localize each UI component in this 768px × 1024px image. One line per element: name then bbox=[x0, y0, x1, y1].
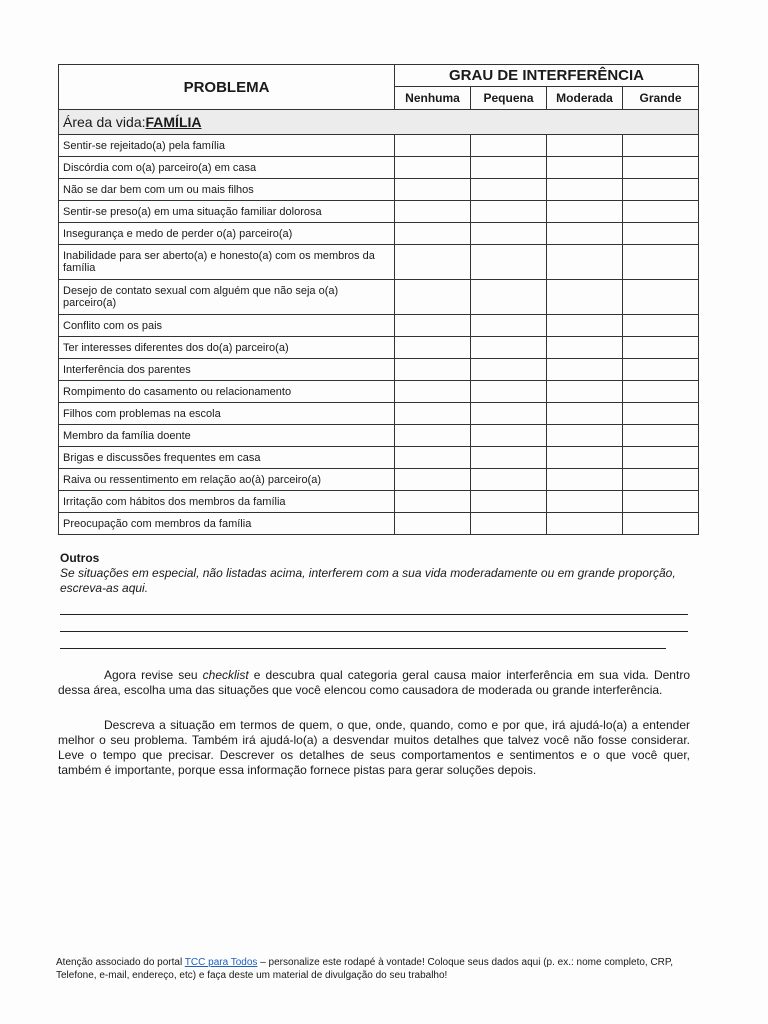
problem-item-label: Raiva ou ressentimento em relação ao(à) parceiro(a) bbox=[59, 469, 395, 491]
rating-cell-nenhuma[interactable] bbox=[395, 381, 471, 403]
footer-note: Atenção associado do portal TCC para Todos – personalize este rodapé à vontade! Coloque seus dados aqui (p. ex.: nome completo, CRP, Telefone, e-mail, endereço, etc) e faça deste um material de divulgação do seu trabalho! bbox=[56, 957, 674, 981]
rating-cell-moderada[interactable] bbox=[547, 491, 623, 513]
rating-cell-moderada[interactable] bbox=[547, 157, 623, 179]
rating-cell-moderada[interactable] bbox=[547, 223, 623, 245]
checklist-row bbox=[59, 245, 699, 280]
rating-cell-moderada[interactable] bbox=[547, 425, 623, 447]
rating-cell-grande[interactable] bbox=[623, 337, 699, 359]
checklist-row bbox=[59, 135, 699, 157]
rating-cell-pequena[interactable] bbox=[471, 447, 547, 469]
rating-cell-pequena[interactable] bbox=[471, 157, 547, 179]
rating-cell-moderada[interactable] bbox=[547, 469, 623, 491]
rating-cell-pequena[interactable] bbox=[471, 280, 547, 315]
rating-cell-moderada[interactable] bbox=[547, 135, 623, 157]
describe-paragraph: Descreva a situação em termos de quem, o que, onde, quando, como e por que, irá ajudá-lo(a) a entender melhor o seu problema. Também irá ajudá-lo(a) a desvendar muitos detalhes que talvez você não fosse considerar. Leve o tempo que precisar. Descrever os detalhes de seus comportamentos e sentimentos e o que você quer, também é importante, porque essa informação fornece pistas para gerar soluções depois. bbox=[58, 718, 690, 777]
problem-item-label: Inabilidade para ser aberto(a) e honesto(a) com os membros da família bbox=[59, 245, 395, 280]
rating-cell-grande[interactable] bbox=[623, 381, 699, 403]
checklist-row bbox=[59, 315, 699, 337]
checklist-row bbox=[59, 223, 699, 245]
rating-cell-nenhuma[interactable] bbox=[395, 403, 471, 425]
problem-item-label: Preocupação com membros da família bbox=[59, 513, 395, 535]
write-in-line[interactable] bbox=[60, 648, 666, 649]
checklist-emphasis: checklist bbox=[202, 668, 249, 682]
rating-cell-pequena[interactable] bbox=[471, 223, 547, 245]
problem-item-label: Filhos com problemas na escola bbox=[59, 403, 395, 425]
rating-cell-grande[interactable] bbox=[623, 469, 699, 491]
rating-cell-nenhuma[interactable] bbox=[395, 337, 471, 359]
rating-cell-pequena[interactable] bbox=[471, 337, 547, 359]
rating-cell-pequena[interactable] bbox=[471, 403, 547, 425]
rating-cell-nenhuma[interactable] bbox=[395, 359, 471, 381]
rating-cell-grande[interactable] bbox=[623, 135, 699, 157]
life-area-name: FAMÍLIA bbox=[145, 114, 202, 130]
write-in-line[interactable] bbox=[60, 631, 688, 632]
checklist-row bbox=[59, 359, 699, 381]
rating-cell-pequena[interactable] bbox=[471, 179, 547, 201]
rating-cell-grande[interactable] bbox=[623, 403, 699, 425]
rating-cell-nenhuma[interactable] bbox=[395, 315, 471, 337]
rating-cell-moderada[interactable] bbox=[547, 201, 623, 223]
rating-cell-moderada[interactable] bbox=[547, 359, 623, 381]
checklist-row bbox=[59, 337, 699, 359]
checklist-row bbox=[59, 491, 699, 513]
rating-cell-moderada[interactable] bbox=[547, 447, 623, 469]
rating-cell-nenhuma[interactable] bbox=[395, 469, 471, 491]
problem-item-label: Interferência dos parentes bbox=[59, 359, 395, 381]
rating-cell-nenhuma[interactable] bbox=[395, 179, 471, 201]
write-in-line[interactable] bbox=[60, 614, 688, 615]
checklist-row bbox=[59, 157, 699, 179]
rating-cell-moderada[interactable] bbox=[547, 315, 623, 337]
problem-item-label: Não se dar bem com um ou mais filhos bbox=[59, 179, 395, 201]
rating-cell-grande[interactable] bbox=[623, 513, 699, 535]
rating-cell-grande[interactable] bbox=[623, 491, 699, 513]
rating-cell-nenhuma[interactable] bbox=[395, 447, 471, 469]
rating-cell-nenhuma[interactable] bbox=[395, 245, 471, 280]
rating-cell-moderada[interactable] bbox=[547, 337, 623, 359]
rating-cell-pequena[interactable] bbox=[471, 135, 547, 157]
rating-cell-moderada[interactable] bbox=[547, 245, 623, 280]
rating-cell-pequena[interactable] bbox=[471, 315, 547, 337]
tcc-para-todos-link[interactable]: TCC para Todos bbox=[184, 957, 258, 968]
rating-cell-pequena[interactable] bbox=[471, 201, 547, 223]
level-header-grande: Grande bbox=[623, 87, 699, 110]
checklist-row bbox=[59, 403, 699, 425]
problem-item-label: Desejo de contato sexual com alguém que não seja o(a) parceiro(a) bbox=[59, 280, 395, 315]
interference-degree-header: GRAU DE INTERFERÊNCIA bbox=[395, 65, 699, 87]
rating-cell-pequena[interactable] bbox=[471, 425, 547, 447]
rating-cell-nenhuma[interactable] bbox=[395, 157, 471, 179]
life-area-label: Área da vida: bbox=[63, 114, 146, 130]
checklist-row bbox=[59, 280, 699, 315]
checklist-row bbox=[59, 513, 699, 535]
rating-cell-nenhuma[interactable] bbox=[395, 491, 471, 513]
rating-cell-grande[interactable] bbox=[623, 245, 699, 280]
rating-cell-grande[interactable] bbox=[623, 223, 699, 245]
rating-cell-grande[interactable] bbox=[623, 280, 699, 315]
problem-column-header: PROBLEMA bbox=[59, 65, 395, 110]
rating-cell-moderada[interactable] bbox=[547, 179, 623, 201]
checklist-row bbox=[59, 425, 699, 447]
problem-item-label: Discórdia com o(a) parceiro(a) em casa bbox=[59, 157, 395, 179]
rating-cell-pequena[interactable] bbox=[471, 513, 547, 535]
checklist-row bbox=[59, 179, 699, 201]
rating-cell-moderada[interactable] bbox=[547, 513, 623, 535]
review-paragraph: Agora revise seu checklist e descubra qual categoria geral causa maior interferência em sua vida. Dentro dessa área, escolha uma das situações que você elencou como causadora de moderada ou grande interferência. bbox=[58, 668, 690, 697]
rating-cell-grande[interactable] bbox=[623, 447, 699, 469]
checklist-row bbox=[59, 447, 699, 469]
rating-cell-grande[interactable] bbox=[623, 179, 699, 201]
rating-cell-pequena[interactable] bbox=[471, 491, 547, 513]
problem-item-label: Sentir-se rejeitado(a) pela família bbox=[59, 135, 395, 157]
problem-item-label: Sentir-se preso(a) em uma situação familiar dolorosa bbox=[59, 201, 395, 223]
problem-item-label: Ter interesses diferentes dos do(a) parceiro(a) bbox=[59, 337, 395, 359]
level-header-nenhuma: Nenhuma bbox=[395, 87, 471, 110]
rating-cell-pequena[interactable] bbox=[471, 359, 547, 381]
outros-title: Outros bbox=[60, 551, 100, 565]
rating-cell-moderada[interactable] bbox=[547, 403, 623, 425]
checklist-row bbox=[59, 381, 699, 403]
checklist-row bbox=[59, 201, 699, 223]
problem-item-label: Irritação com hábitos dos membros da família bbox=[59, 491, 395, 513]
life-area-row bbox=[59, 110, 699, 135]
rating-cell-nenhuma[interactable] bbox=[395, 280, 471, 315]
rating-cell-pequena[interactable] bbox=[471, 381, 547, 403]
problem-item-label: Insegurança e medo de perder o(a) parceiro(a) bbox=[59, 223, 395, 245]
problem-item-label: Membro da família doente bbox=[59, 425, 395, 447]
checklist-row bbox=[59, 469, 699, 491]
rating-cell-grande[interactable] bbox=[623, 359, 699, 381]
interference-checklist-table bbox=[58, 64, 699, 535]
problem-item-label: Conflito com os pais bbox=[59, 315, 395, 337]
problem-item-label: Brigas e discussões frequentes em casa bbox=[59, 447, 395, 469]
rating-cell-nenhuma[interactable] bbox=[395, 201, 471, 223]
rating-cell-grande[interactable] bbox=[623, 201, 699, 223]
level-header-pequena: Pequena bbox=[471, 87, 547, 110]
level-header-moderada: Moderada bbox=[547, 87, 623, 110]
rating-cell-grande[interactable] bbox=[623, 315, 699, 337]
rating-cell-moderada[interactable] bbox=[547, 381, 623, 403]
rating-cell-nenhuma[interactable] bbox=[395, 135, 471, 157]
rating-cell-nenhuma[interactable] bbox=[395, 425, 471, 447]
outros-instructions: Se situações em especial, não listadas acima, interferem com a sua vida moderadamente ou em grande proporção, escreva-as aqui. bbox=[60, 566, 676, 595]
rating-cell-grande[interactable] bbox=[623, 157, 699, 179]
rating-cell-moderada[interactable] bbox=[547, 280, 623, 315]
rating-cell-grande[interactable] bbox=[623, 425, 699, 447]
rating-cell-pequena[interactable] bbox=[471, 245, 547, 280]
rating-cell-pequena[interactable] bbox=[471, 469, 547, 491]
problem-item-label: Rompimento do casamento ou relacionamento bbox=[59, 381, 395, 403]
rating-cell-nenhuma[interactable] bbox=[395, 513, 471, 535]
rating-cell-nenhuma[interactable] bbox=[395, 223, 471, 245]
